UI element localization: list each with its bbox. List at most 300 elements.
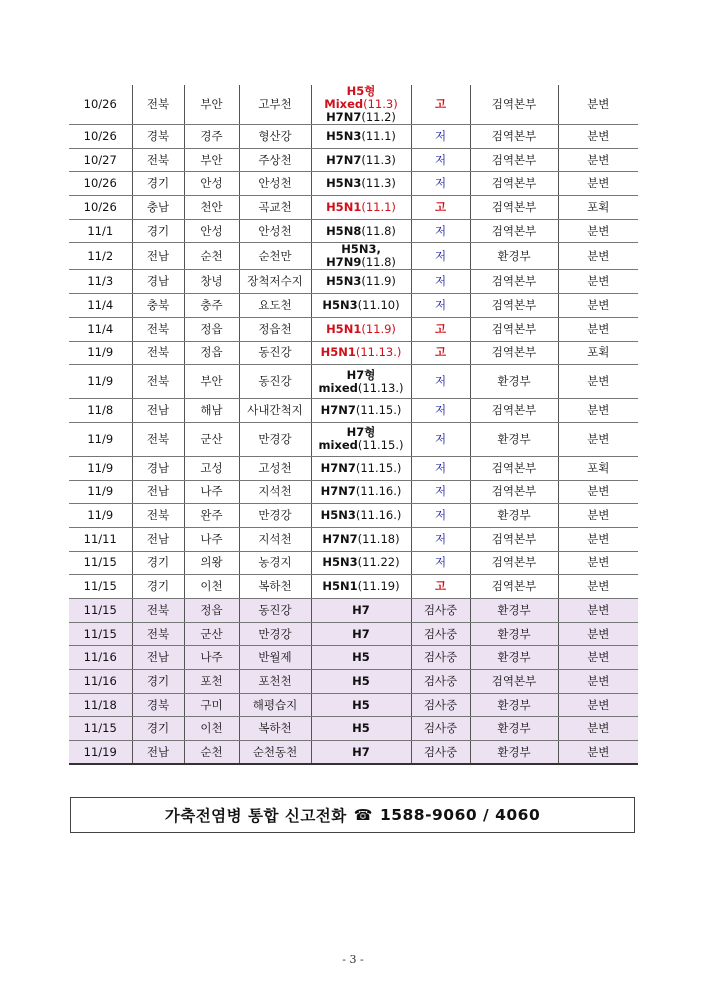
site-cell: 곡교천 (239, 196, 311, 220)
site-cell: 만경강 (239, 422, 311, 456)
table-row (69, 365, 638, 399)
agency-cell: 검역본부 (470, 317, 558, 341)
site-cell: 농경지 (239, 551, 311, 575)
city-cell: 나주 (184, 646, 239, 670)
site-cell: 고부천 (239, 85, 311, 125)
province-cell: 전남 (132, 527, 184, 551)
table-row (69, 317, 638, 341)
site-cell: 형산강 (239, 125, 311, 149)
result-cell (311, 85, 411, 125)
result-subtype: H7형 (346, 367, 376, 382)
city-cell: 순천 (184, 741, 239, 765)
result-subtype: H7형 (346, 425, 376, 440)
agency-cell: 검역본부 (470, 399, 558, 423)
detection-date-cell: 11/9 (69, 504, 132, 528)
result-subtype: H7N7 (320, 403, 356, 418)
pathogenicity-cell: 검사중 (411, 622, 470, 646)
result-subtype: H5 (352, 721, 370, 736)
city-cell: 군산 (184, 622, 239, 646)
province-cell: 전북 (132, 422, 184, 456)
table-row (69, 456, 638, 480)
table-row (69, 717, 638, 741)
city-cell: 나주 (184, 527, 239, 551)
detection-date-cell: 11/8 (69, 399, 132, 423)
detection-date-cell: 11/9 (69, 456, 132, 480)
hotline-label: 가축전염병 통합 신고전화 (164, 807, 347, 825)
result-subtype: H5 (352, 650, 370, 665)
detection-date-cell: 11/11 (69, 527, 132, 551)
site-cell: 요도천 (239, 294, 311, 318)
detection-date-cell: 10/26 (69, 172, 132, 196)
result-subtype: H5N3 (322, 297, 358, 312)
result-cell (311, 646, 411, 670)
city-cell: 나주 (184, 480, 239, 504)
site-cell: 포천천 (239, 670, 311, 694)
detection-date-cell: 11/18 (69, 693, 132, 717)
site-cell: 동진강 (239, 599, 311, 623)
result-date: (11.3) (363, 97, 398, 111)
agency-cell: 환경부 (470, 243, 558, 270)
province-cell: 전남 (132, 741, 184, 765)
result-subtype: H5N1 (326, 321, 362, 336)
result-cell (311, 243, 411, 270)
result-cell (311, 456, 411, 480)
table-row (69, 622, 638, 646)
pathogenicity-cell: 저 (411, 456, 470, 480)
result-subtype: H5 (352, 673, 370, 688)
agency-cell: 검역본부 (470, 85, 558, 125)
table-row (69, 85, 638, 125)
agency-cell: 검역본부 (470, 125, 558, 149)
site-cell: 순천동천 (239, 741, 311, 765)
table-row (69, 599, 638, 623)
province-cell: 경기 (132, 575, 184, 599)
province-cell: 전북 (132, 365, 184, 399)
table-row (69, 693, 638, 717)
pathogenicity-cell: 저 (411, 294, 470, 318)
city-cell: 부안 (184, 148, 239, 172)
result-cell (311, 693, 411, 717)
pathogenicity-cell: 저 (411, 551, 470, 575)
site-cell: 해평습지 (239, 693, 311, 717)
pathogenicity-cell: 고 (411, 575, 470, 599)
site-cell: 지석천 (239, 527, 311, 551)
page-number: - 3 - (342, 953, 364, 966)
result-subtype: H5N8 (326, 223, 362, 238)
detection-date-cell: 11/15 (69, 599, 132, 623)
result-cell (311, 551, 411, 575)
province-cell: 경기 (132, 670, 184, 694)
sample-type-cell: 분변 (558, 148, 638, 172)
result-cell (311, 365, 411, 399)
hotline-number: 1588-9060 / 4060 (379, 806, 541, 824)
sample-type-cell: 분변 (558, 399, 638, 423)
site-cell: 동진강 (239, 365, 311, 399)
pathogenicity-cell: 고 (411, 317, 470, 341)
table-row (69, 480, 638, 504)
detection-date-cell: 11/9 (69, 480, 132, 504)
sample-type-cell: 분변 (558, 504, 638, 528)
result-cell (311, 741, 411, 765)
agency-cell: 환경부 (470, 741, 558, 765)
agency-cell: 검역본부 (470, 575, 558, 599)
agency-cell: 검역본부 (470, 480, 558, 504)
city-cell: 안성 (184, 219, 239, 243)
city-cell: 부안 (184, 365, 239, 399)
city-cell: 경주 (184, 125, 239, 149)
result-subtype: H5N3 (326, 128, 362, 143)
pathogenicity-cell: 저 (411, 422, 470, 456)
detection-date-cell: 10/26 (69, 125, 132, 149)
result-subtype: H7N7 (326, 152, 362, 167)
detection-date-cell: 11/9 (69, 422, 132, 456)
table-row (69, 575, 638, 599)
result-cell (311, 172, 411, 196)
pathogenicity-cell: 저 (411, 172, 470, 196)
detection-date-cell: 11/9 (69, 365, 132, 399)
result-subtype: H5N3, H7N9 (326, 242, 381, 270)
sample-type-cell: 포획 (558, 196, 638, 220)
site-cell: 정읍천 (239, 317, 311, 341)
sample-type-cell: 분변 (558, 741, 638, 765)
detection-date-cell: 11/4 (69, 294, 132, 318)
site-cell: 만경강 (239, 622, 311, 646)
province-cell: 경북 (132, 125, 184, 149)
sample-type-cell: 분변 (558, 480, 638, 504)
table-row (69, 148, 638, 172)
detection-date-cell: 11/15 (69, 622, 132, 646)
result-subtype-secondary: mixed (318, 438, 358, 453)
result-cell (311, 527, 411, 551)
result-subtype: H5형 Mixed (324, 85, 376, 111)
agency-cell: 검역본부 (470, 527, 558, 551)
table-row (69, 670, 638, 694)
pathogenicity-cell: 저 (411, 148, 470, 172)
result-subtype: H5N1 (326, 199, 362, 214)
result-date: (11.10) (357, 297, 400, 312)
city-cell: 고성 (184, 456, 239, 480)
agency-cell: 검역본부 (470, 341, 558, 365)
detection-date-cell: 10/26 (69, 85, 132, 125)
province-cell: 경기 (132, 551, 184, 575)
table-row (69, 172, 638, 196)
province-cell: 경기 (132, 717, 184, 741)
site-cell: 동진강 (239, 341, 311, 365)
result-cell (311, 148, 411, 172)
province-cell: 전북 (132, 599, 184, 623)
pathogenicity-cell: 검사중 (411, 599, 470, 623)
pathogenicity-cell: 저 (411, 125, 470, 149)
hotline-box (70, 797, 635, 833)
detection-date-cell: 11/15 (69, 575, 132, 599)
province-cell: 충남 (132, 196, 184, 220)
city-cell: 부안 (184, 85, 239, 125)
result-date: (11.18) (357, 531, 400, 546)
site-cell: 안성천 (239, 172, 311, 196)
table-row (69, 551, 638, 575)
city-cell: 천안 (184, 196, 239, 220)
telephone-icon: ☎ (353, 806, 373, 824)
result-cell (311, 317, 411, 341)
pathogenicity-cell: 검사중 (411, 670, 470, 694)
result-cell (311, 599, 411, 623)
table-row (69, 422, 638, 456)
result-subtype: H5N3 (326, 176, 362, 191)
province-cell: 충북 (132, 294, 184, 318)
result-cell (311, 196, 411, 220)
result-subtype: H5N1 (322, 579, 358, 594)
table-row (69, 196, 638, 220)
province-cell: 경남 (132, 456, 184, 480)
province-cell: 전북 (132, 317, 184, 341)
city-cell: 정읍 (184, 341, 239, 365)
province-cell: 전남 (132, 646, 184, 670)
sample-type-cell: 분변 (558, 717, 638, 741)
sample-type-cell: 분변 (558, 693, 638, 717)
detection-date-cell: 11/19 (69, 741, 132, 765)
pathogenicity-cell: 검사중 (411, 741, 470, 765)
province-cell: 전북 (132, 504, 184, 528)
result-cell (311, 270, 411, 294)
agency-cell: 환경부 (470, 599, 558, 623)
result-date-secondary: (11.15.) (357, 438, 404, 453)
result-date-secondary: (11.13.) (357, 380, 404, 395)
agency-cell: 검역본부 (470, 456, 558, 480)
result-subtype: H7 (352, 744, 370, 759)
result-subtype: H5N3 (320, 508, 356, 523)
agency-cell: 검역본부 (470, 172, 558, 196)
detection-date-cell: 11/16 (69, 646, 132, 670)
result-cell (311, 399, 411, 423)
table-row (69, 504, 638, 528)
table-row (69, 270, 638, 294)
pathogenicity-cell: 저 (411, 504, 470, 528)
result-date: (11.19) (357, 579, 400, 594)
result-date: (11.1) (361, 199, 396, 214)
sample-type-cell: 분변 (558, 422, 638, 456)
result-subtype-secondary: H7N7 (326, 110, 362, 124)
province-cell: 전남 (132, 480, 184, 504)
result-cell (311, 219, 411, 243)
result-subtype: H7N7 (322, 531, 358, 546)
result-date: (11.15.) (355, 460, 402, 475)
result-subtype: H5N1 (320, 345, 356, 360)
agency-cell: 검역본부 (470, 551, 558, 575)
agency-cell: 검역본부 (470, 148, 558, 172)
result-date: (11.3) (361, 176, 396, 191)
result-subtype-secondary: mixed (318, 380, 358, 395)
province-cell: 전북 (132, 85, 184, 125)
table-row (69, 527, 638, 551)
agency-cell: 환경부 (470, 646, 558, 670)
pathogenicity-cell: 저 (411, 365, 470, 399)
sample-type-cell: 분변 (558, 622, 638, 646)
result-date: (11.9) (361, 274, 396, 289)
result-date-secondary: (11.2) (361, 110, 396, 124)
sample-type-cell: 분변 (558, 172, 638, 196)
table-row (69, 646, 638, 670)
detection-date-cell: 11/16 (69, 670, 132, 694)
agency-cell: 검역본부 (470, 294, 558, 318)
result-date: (11.22) (357, 555, 400, 570)
agency-cell: 검역본부 (470, 670, 558, 694)
result-cell (311, 504, 411, 528)
result-date: (11.8) (361, 255, 396, 270)
city-cell: 안성 (184, 172, 239, 196)
city-cell: 이천 (184, 575, 239, 599)
sample-type-cell: 포획 (558, 341, 638, 365)
table-row (69, 741, 638, 765)
result-date: (11.1) (361, 128, 396, 143)
table-row (69, 219, 638, 243)
table-row (69, 399, 638, 423)
agency-cell: 검역본부 (470, 219, 558, 243)
result-subtype: H7N7 (320, 460, 356, 475)
pathogenicity-cell: 고 (411, 85, 470, 125)
result-date: (11.13.) (355, 345, 402, 360)
agency-cell: 환경부 (470, 717, 558, 741)
pathogenicity-cell: 검사중 (411, 717, 470, 741)
site-cell: 장척저수지 (239, 270, 311, 294)
sample-type-cell: 분변 (558, 294, 638, 318)
result-cell (311, 125, 411, 149)
site-cell: 주상천 (239, 148, 311, 172)
result-cell (311, 422, 411, 456)
sample-type-cell: 분변 (558, 243, 638, 270)
result-date: (11.16.) (355, 484, 402, 499)
result-subtype: H5N3 (326, 274, 362, 289)
sample-type-cell: 포획 (558, 456, 638, 480)
detection-table (69, 85, 638, 765)
province-cell: 경기 (132, 219, 184, 243)
detection-date-cell: 11/9 (69, 341, 132, 365)
sample-type-cell: 분변 (558, 670, 638, 694)
city-cell: 해남 (184, 399, 239, 423)
detection-date-cell: 11/3 (69, 270, 132, 294)
pathogenicity-cell: 검사중 (411, 693, 470, 717)
city-cell: 구미 (184, 693, 239, 717)
province-cell: 경남 (132, 270, 184, 294)
site-cell: 복하천 (239, 575, 311, 599)
province-cell: 경기 (132, 172, 184, 196)
result-date: (11.9) (361, 321, 396, 336)
agency-cell: 환경부 (470, 365, 558, 399)
detection-date-cell: 11/1 (69, 219, 132, 243)
result-date: (11.16.) (355, 508, 402, 523)
city-cell: 완주 (184, 504, 239, 528)
result-date: (11.8) (361, 223, 396, 238)
pathogenicity-cell: 저 (411, 219, 470, 243)
sample-type-cell: 분변 (558, 270, 638, 294)
agency-cell: 환경부 (470, 693, 558, 717)
province-cell: 전남 (132, 399, 184, 423)
result-cell (311, 341, 411, 365)
pathogenicity-cell: 저 (411, 480, 470, 504)
sample-type-cell: 분변 (558, 551, 638, 575)
result-date: (11.3) (361, 152, 396, 167)
site-cell: 안성천 (239, 219, 311, 243)
table-row (69, 243, 638, 270)
result-cell (311, 622, 411, 646)
province-cell: 전북 (132, 622, 184, 646)
agency-cell: 환경부 (470, 422, 558, 456)
result-subtype: H5 (352, 697, 370, 712)
site-cell: 지석천 (239, 480, 311, 504)
sample-type-cell: 분변 (558, 575, 638, 599)
result-cell (311, 294, 411, 318)
site-cell: 순천만 (239, 243, 311, 270)
city-cell: 이천 (184, 717, 239, 741)
result-subtype: H7 (352, 602, 370, 617)
pathogenicity-cell: 저 (411, 243, 470, 270)
table-row (69, 294, 638, 318)
sample-type-cell: 분변 (558, 317, 638, 341)
city-cell: 순천 (184, 243, 239, 270)
table-row (69, 341, 638, 365)
pathogenicity-cell: 고 (411, 196, 470, 220)
agency-cell: 검역본부 (470, 270, 558, 294)
city-cell: 정읍 (184, 599, 239, 623)
city-cell: 군산 (184, 422, 239, 456)
pathogenicity-cell: 고 (411, 341, 470, 365)
result-cell (311, 717, 411, 741)
sample-type-cell: 분변 (558, 365, 638, 399)
sample-type-cell: 분변 (558, 125, 638, 149)
detection-date-cell: 10/27 (69, 148, 132, 172)
province-cell: 전남 (132, 243, 184, 270)
province-cell: 전북 (132, 341, 184, 365)
sample-type-cell: 분변 (558, 527, 638, 551)
city-cell: 의왕 (184, 551, 239, 575)
site-cell: 복하천 (239, 717, 311, 741)
city-cell: 충주 (184, 294, 239, 318)
city-cell: 창녕 (184, 270, 239, 294)
sample-type-cell: 분변 (558, 219, 638, 243)
result-subtype: H7 (352, 626, 370, 641)
site-cell: 반월제 (239, 646, 311, 670)
site-cell: 고성천 (239, 456, 311, 480)
province-cell: 경북 (132, 693, 184, 717)
pathogenicity-cell: 검사중 (411, 646, 470, 670)
agency-cell: 환경부 (470, 622, 558, 646)
result-cell (311, 480, 411, 504)
detection-date-cell: 11/2 (69, 243, 132, 270)
result-cell (311, 670, 411, 694)
site-cell: 만경강 (239, 504, 311, 528)
city-cell: 정읍 (184, 317, 239, 341)
city-cell: 포천 (184, 670, 239, 694)
detection-date-cell: 10/26 (69, 196, 132, 220)
result-date: (11.15.) (355, 403, 402, 418)
sample-type-cell: 분변 (558, 599, 638, 623)
result-subtype: H7N7 (320, 484, 356, 499)
agency-cell: 검역본부 (470, 196, 558, 220)
sample-type-cell: 분변 (558, 646, 638, 670)
province-cell: 전북 (132, 148, 184, 172)
pathogenicity-cell: 저 (411, 527, 470, 551)
result-cell (311, 575, 411, 599)
pathogenicity-cell: 저 (411, 399, 470, 423)
detection-date-cell: 11/4 (69, 317, 132, 341)
agency-cell: 환경부 (470, 504, 558, 528)
table-row (69, 125, 638, 149)
site-cell: 사내간척지 (239, 399, 311, 423)
pathogenicity-cell: 저 (411, 270, 470, 294)
sample-type-cell: 분변 (558, 85, 638, 125)
result-subtype: H5N3 (322, 555, 358, 570)
detection-date-cell: 11/15 (69, 551, 132, 575)
detection-date-cell: 11/15 (69, 717, 132, 741)
